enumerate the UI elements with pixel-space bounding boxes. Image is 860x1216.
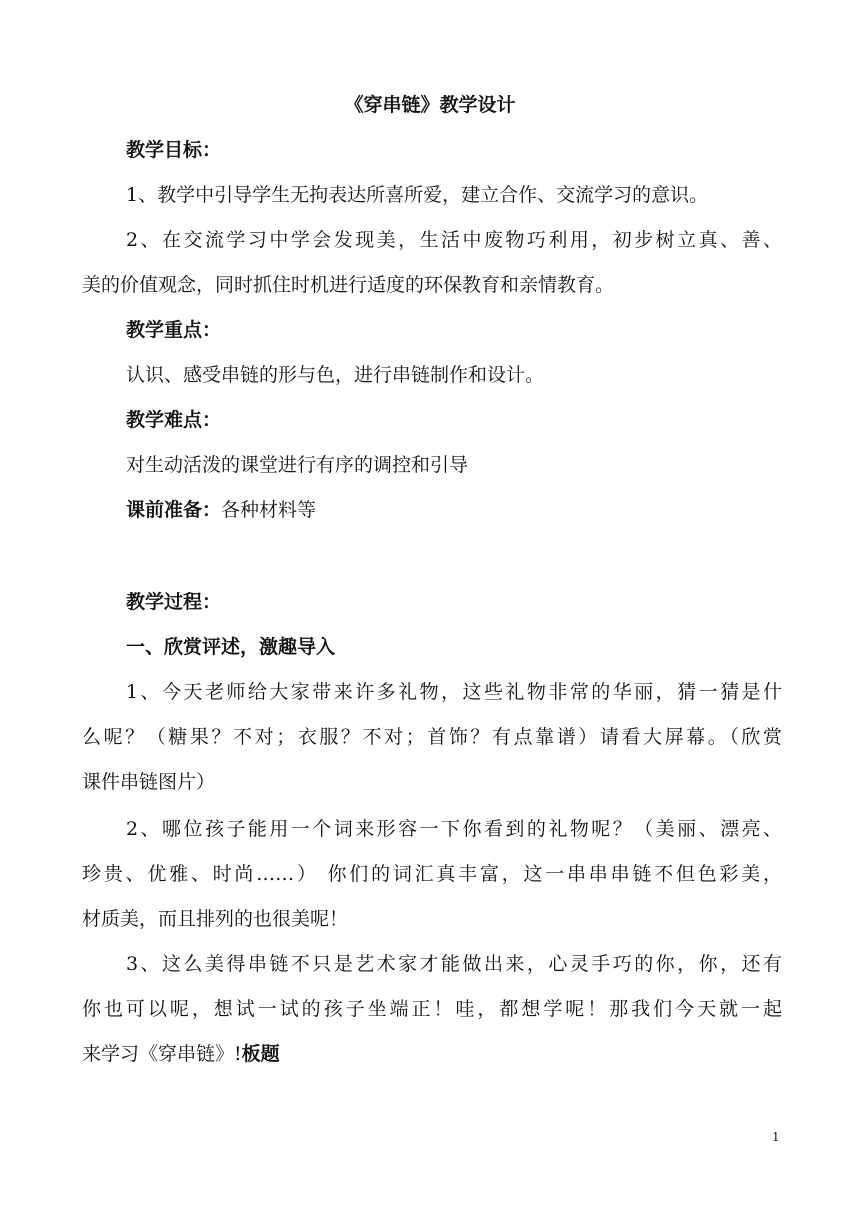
key-points-heading: 教学重点： [126,319,222,341]
difficulties-text: 对生动活泼的课堂进行有序的调控和引导 [126,454,469,476]
objective-2-line-1: 2、在交流学习中学会发现美，生活中废物巧利用，初步树立真、善、 [126,229,782,251]
difficulties-heading: 教学难点： [126,409,222,431]
para-3-line-3-text: 来学习《穿串链》! [82,1043,242,1065]
para-1-line-1: 1、今天老师给大家带来许多礼物，这些礼物非常的华丽，猜一猜是什 [126,681,782,703]
para-3-line-3 [82,1040,782,1068]
para-2-line-2: 珍贵、优雅、时尚……） 你们的词汇真丰富，这一串串串链不但色彩美， [82,863,782,885]
objective-1: 1、教学中引导学生无拘表达所喜所爱，建立合作、交流学习的意识。 [126,184,709,206]
para-3-line-2: 你也可以呢，想试一试的孩子坐端正！哇，都想学呢！那我们今天就一起 [82,998,782,1020]
para-2-line-3: 材质美，而且排列的也很美呢！ [82,908,349,930]
page-number: 1 [772,1130,780,1144]
objective-2-line-2: 美的价值观念，同时抓住时机进行适度的环保教育和亲情教育。 [82,274,615,296]
preparation-text: 各种材料等 [221,499,317,521]
board-title-note: 板题 [241,1043,280,1065]
preparation-heading: 课前准备： [126,499,222,521]
section-1-heading: 一、欣赏评述，激趣导入 [126,636,336,658]
preparation-line [126,496,782,524]
para-1-line-2: 么呢？（糖果？不对；衣服？不对；首饰？有点靠谱）请看大屏幕。（欣赏 [82,726,782,748]
para-2-line-1: 2、哪位孩子能用一个词来形容一下你看到的礼物呢？（美丽、漂亮、 [126,818,782,840]
objectives-heading: 教学目标： [126,139,222,161]
para-3-line-1: 3、这么美得串链不只是艺术家才能做出来，心灵手巧的你，你，还有 [126,953,782,975]
document-title: 《穿串链》教学设计 [344,94,516,116]
para-1-line-3: 课件串链图片） [82,771,216,793]
key-points-text: 认识、感受串链的形与色，进行串链制作和设计。 [126,364,545,386]
process-heading: 教学过程： [126,591,222,613]
